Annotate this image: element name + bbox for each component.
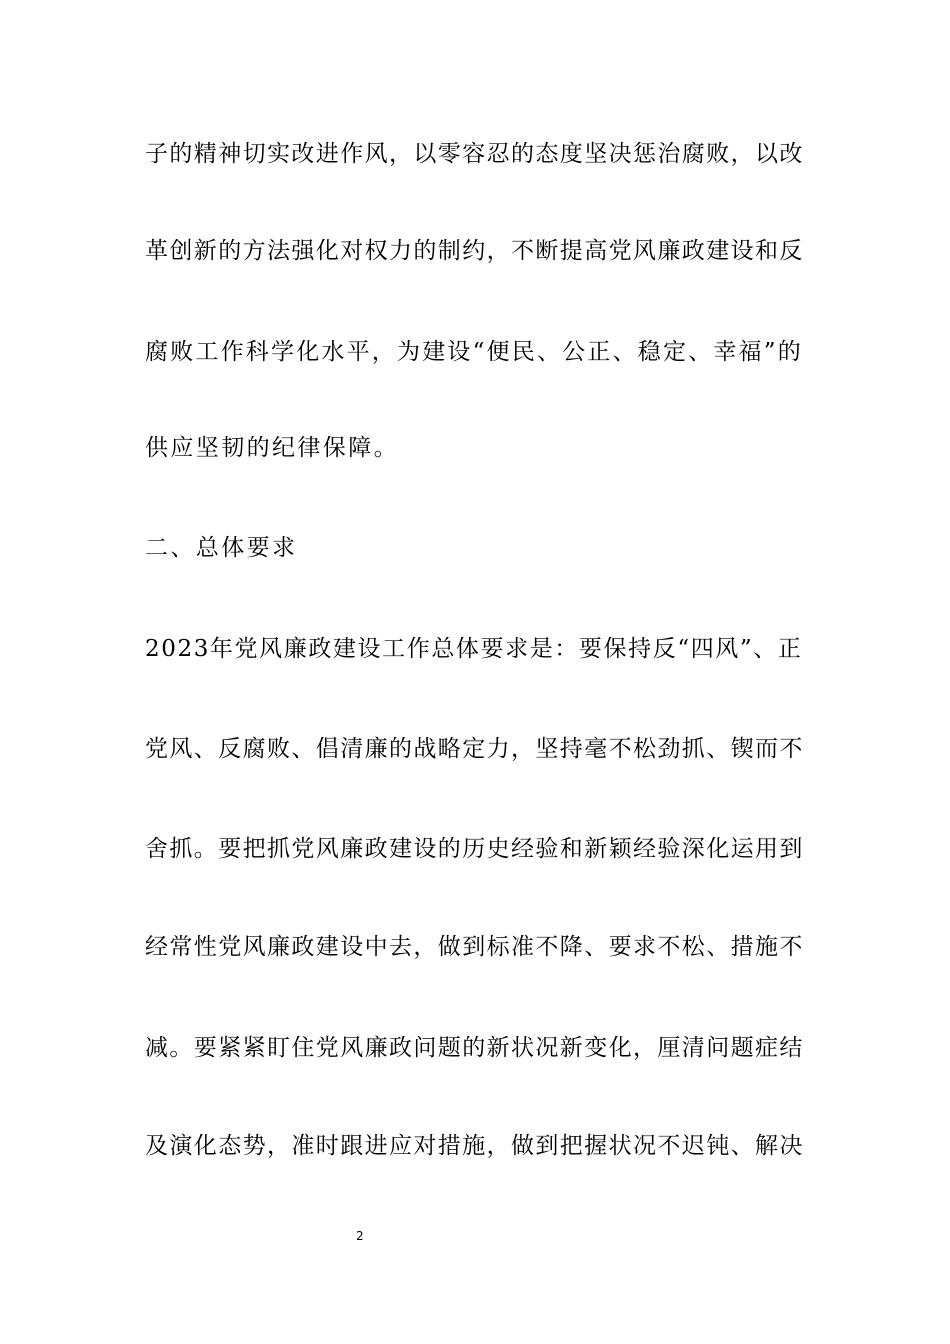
body-text-line: 供应坚韧的纪律保障。 — [145, 435, 399, 461]
body-text-line: 及演化态势，准时跟进应对措施，做到把握状况不迟钝、解决 — [145, 1133, 804, 1159]
body-text-line: 2023年党风廉政建设工作总体要求是：要保持反“四风”、正 — [145, 636, 803, 662]
section-heading: 二、总体要求 — [145, 535, 298, 561]
body-text-line: 减。要紧紧盯住党风廉政问题的新状况新变化，厘清问题症结 — [145, 1035, 804, 1061]
body-text-line: 党风、反腐败、倡清廉的战略定力，坚持毫不松劲抓、锲而不 — [145, 736, 804, 762]
body-text-line: 经常性党风廉政建设中去，做到标准不降、要求不松、措施不 — [145, 934, 804, 960]
body-text-line: 腐败工作科学化水平，为建设“便民、公正、稳定、幸福”的 — [145, 339, 803, 365]
body-text-line: 革创新的方法强化对权力的制约，不断提高党风廉政建设和反 — [145, 238, 804, 264]
page-number: 2 — [356, 1229, 364, 1243]
body-text-line: 舍抓。要把抓党风廉政建设的历史经验和新颖经验深化运用到 — [145, 836, 804, 862]
body-text-line: 子的精神切实改进作风，以零容忍的态度坚决惩治腐败，以改 — [145, 141, 804, 167]
